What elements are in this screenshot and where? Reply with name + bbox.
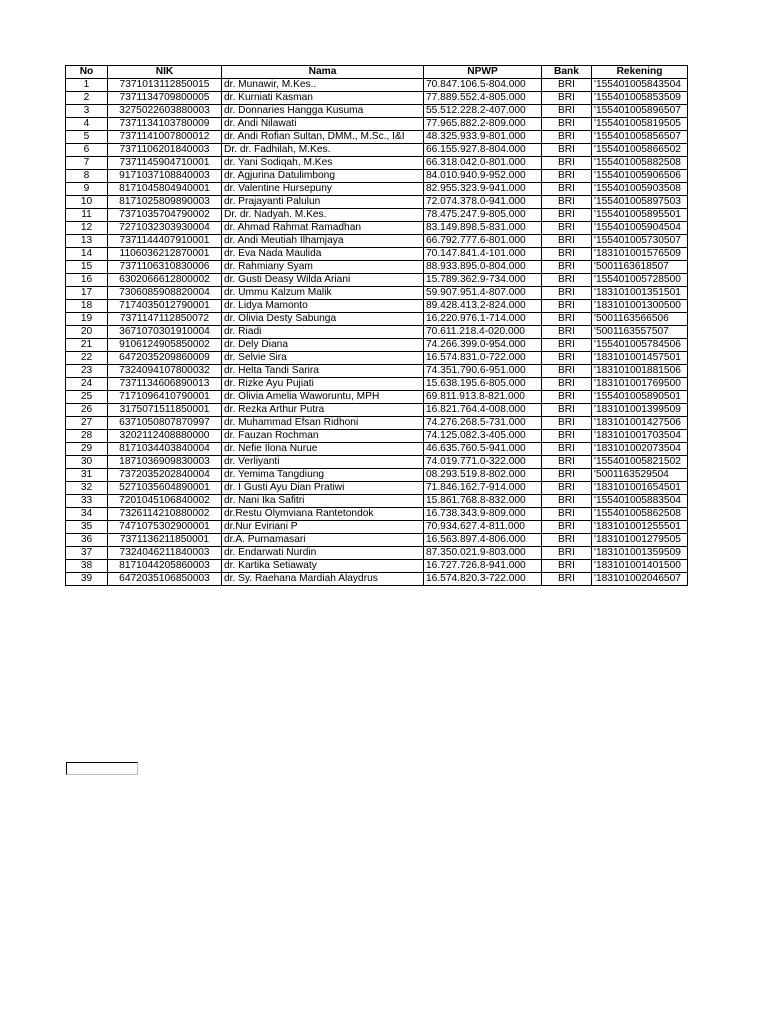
- cell-nik: 7371134606890013: [108, 378, 222, 391]
- cell-no: 22: [66, 352, 108, 365]
- cell-npwp: 66.155.927.8-804.000: [424, 144, 542, 157]
- cell-rekening: '183101001881506: [592, 365, 688, 378]
- table-row: [66, 404, 688, 417]
- cell-bank: BRI: [542, 313, 592, 326]
- cell-nama: dr. Olivia Desty Sabunga: [222, 313, 424, 326]
- cell-bank: BRI: [542, 209, 592, 222]
- cell-nik: 7371145904710001: [108, 157, 222, 170]
- cell-nama: dr. Kartika Setiawaty: [222, 560, 424, 573]
- cell-no: 28: [66, 430, 108, 443]
- table-row: [66, 508, 688, 521]
- cell-rekening: '183101001401500: [592, 560, 688, 573]
- cell-rekening: '155401005821502: [592, 456, 688, 469]
- cell-npwp: 83.149.898.5-831.000: [424, 222, 542, 235]
- cell-nik: 9171037108840003: [108, 170, 222, 183]
- cell-rekening: '183101001279505: [592, 534, 688, 547]
- cell-npwp: 74.266.399.0-954.000: [424, 339, 542, 352]
- cell-bank: BRI: [542, 391, 592, 404]
- cell-rekening: '155401005906506: [592, 170, 688, 183]
- cell-rekening: '155401005882508: [592, 157, 688, 170]
- cell-rekening: '183101001300500: [592, 300, 688, 313]
- table-row: [66, 222, 688, 235]
- cell-rekening: '155401005866502: [592, 144, 688, 157]
- cell-npwp: 15.789.362.9-734.000: [424, 274, 542, 287]
- cell-rekening: '183101001359509: [592, 547, 688, 560]
- cell-nik: 8171025809890003: [108, 196, 222, 209]
- data-table: [65, 65, 688, 586]
- cell-nik: 7371035704790002: [108, 209, 222, 222]
- cell-no: 20: [66, 326, 108, 339]
- cell-nik: 8171044205860003: [108, 560, 222, 573]
- cell-bank: BRI: [542, 469, 592, 482]
- cell-nik: 7371106201840003: [108, 144, 222, 157]
- cell-no: 35: [66, 521, 108, 534]
- cell-rekening: '155401005856507: [592, 131, 688, 144]
- table-row: [66, 274, 688, 287]
- cell-nama: dr. Kurniati Kasman: [222, 92, 424, 105]
- cell-bank: BRI: [542, 183, 592, 196]
- cell-nama: dr. Yemima Tangdiung: [222, 469, 424, 482]
- cell-npwp: 08.293.519.8-802.000: [424, 469, 542, 482]
- table-row: [66, 378, 688, 391]
- cell-nama: dr.Restu Olymviana Rantetondok: [222, 508, 424, 521]
- cell-nama: Dr. dr. Fadhilah, M.Kes.: [222, 144, 424, 157]
- cell-nik: 7271032303930004: [108, 222, 222, 235]
- cell-rekening: '155401005730507: [592, 235, 688, 248]
- cell-npwp: 70.147.841.4-101.000: [424, 248, 542, 261]
- cell-nama: dr. Andi Nilawati: [222, 118, 424, 131]
- cell-rekening: '155401005862508: [592, 508, 688, 521]
- cell-no: 27: [66, 417, 108, 430]
- table-row: [66, 365, 688, 378]
- cell-nama: dr. Valentine Hursepuny: [222, 183, 424, 196]
- cell-npwp: 88.933.895.0-804.000: [424, 261, 542, 274]
- cell-no: 39: [66, 573, 108, 586]
- cell-nik: 7371106310830006: [108, 261, 222, 274]
- cell-no: 10: [66, 196, 108, 209]
- cell-nik: 7371134709800005: [108, 92, 222, 105]
- table-row: [66, 430, 688, 443]
- cell-nik: 3275022603880003: [108, 105, 222, 118]
- cell-nama: dr. Rizke Ayu Pujiati: [222, 378, 424, 391]
- cell-bank: BRI: [542, 131, 592, 144]
- cell-rekening: '183101001399509: [592, 404, 688, 417]
- cell-rekening: '5001163557507: [592, 326, 688, 339]
- cell-nama: dr. Donnaries Hangga Kusuma: [222, 105, 424, 118]
- cell-rekening: '183101002046507: [592, 573, 688, 586]
- cell-rekening: '155401005819505: [592, 118, 688, 131]
- cell-rekening: '5001163618507: [592, 261, 688, 274]
- cell-npwp: 74.351.790.6-951.000: [424, 365, 542, 378]
- header-nik: NIK: [108, 66, 222, 79]
- cell-rekening: '155401005883504: [592, 495, 688, 508]
- cell-nik: 7326114210880002: [108, 508, 222, 521]
- cell-nama: dr. Lidya Mamonto: [222, 300, 424, 313]
- cell-rekening: '155401005896507: [592, 105, 688, 118]
- cell-nik: 8171034403840004: [108, 443, 222, 456]
- cell-no: 5: [66, 131, 108, 144]
- cell-npwp: 74.125.082.3-405.000: [424, 430, 542, 443]
- cell-no: 37: [66, 547, 108, 560]
- cell-no: 25: [66, 391, 108, 404]
- table-row: [66, 495, 688, 508]
- cell-rekening: '155401005843504: [592, 79, 688, 92]
- cell-npwp: 16.220.976.1-714.000: [424, 313, 542, 326]
- cell-bank: BRI: [542, 365, 592, 378]
- cell-no: 18: [66, 300, 108, 313]
- cell-bank: BRI: [542, 79, 592, 92]
- cell-nik: 1106036212870001: [108, 248, 222, 261]
- cell-nama: dr. Eva Nada Maulida: [222, 248, 424, 261]
- cell-rekening: '183101001703504: [592, 430, 688, 443]
- cell-no: 33: [66, 495, 108, 508]
- cell-rekening: '183101002073504: [592, 443, 688, 456]
- cell-npwp: 15.861.768.8-832.000: [424, 495, 542, 508]
- cell-npwp: 69.811.913.8-821.000: [424, 391, 542, 404]
- cell-no: 26: [66, 404, 108, 417]
- table-row: [66, 560, 688, 573]
- table-row: [66, 352, 688, 365]
- cell-npwp: 87.350.021.9-803.000: [424, 547, 542, 560]
- cell-npwp: 78.475.247.9-805.000: [424, 209, 542, 222]
- cell-rekening: '183101001654501: [592, 482, 688, 495]
- cell-no: 9: [66, 183, 108, 196]
- cell-no: 2: [66, 92, 108, 105]
- cell-npwp: 16.563.897.4-806.000: [424, 534, 542, 547]
- cell-nama: dr. Ahmad Rahmat Ramadhan: [222, 222, 424, 235]
- cell-no: 32: [66, 482, 108, 495]
- cell-no: 14: [66, 248, 108, 261]
- cell-rekening: '5001163566506: [592, 313, 688, 326]
- cell-no: 23: [66, 365, 108, 378]
- cell-bank: BRI: [542, 287, 592, 300]
- cell-bank: BRI: [542, 430, 592, 443]
- table-row: [66, 417, 688, 430]
- header-nama: Nama: [222, 66, 424, 79]
- cell-nama: dr. Yani Sodiqah, M.Kes: [222, 157, 424, 170]
- cell-bank: BRI: [542, 417, 592, 430]
- cell-npwp: 66.792.777.6-801.000: [424, 235, 542, 248]
- cell-npwp: 70.611.218.4-020.000: [424, 326, 542, 339]
- cell-nama: dr. Fauzan Rochman: [222, 430, 424, 443]
- cell-bank: BRI: [542, 326, 592, 339]
- cell-nik: 7371136211850001: [108, 534, 222, 547]
- cell-bank: BRI: [542, 105, 592, 118]
- table-row: [66, 547, 688, 560]
- cell-nama: dr. Dely Diana: [222, 339, 424, 352]
- cell-nama: dr. Nani Ika Safitri: [222, 495, 424, 508]
- cell-npwp: 82.955.323.9-941.000: [424, 183, 542, 196]
- cell-nama: dr.A. Purnamasari: [222, 534, 424, 547]
- table-row: [66, 131, 688, 144]
- cell-no: 15: [66, 261, 108, 274]
- cell-nama: dr. Andi Meutiah Ilhamjaya: [222, 235, 424, 248]
- cell-no: 3: [66, 105, 108, 118]
- cell-nik: 9106124905850002: [108, 339, 222, 352]
- cell-bank: BRI: [542, 560, 592, 573]
- cell-no: 21: [66, 339, 108, 352]
- cell-nama: dr. Andi Rofian Sultan, DMM., M.Sc., I&I: [222, 131, 424, 144]
- cell-bank: BRI: [542, 573, 592, 586]
- cell-nik: 5271035604890001: [108, 482, 222, 495]
- cell-nik: 7171096410790001: [108, 391, 222, 404]
- table-row: [66, 300, 688, 313]
- table-row: [66, 456, 688, 469]
- table-row: [66, 326, 688, 339]
- cell-npwp: 71.846.162.7-914.000: [424, 482, 542, 495]
- cell-npwp: 70.847.106.5-804.000: [424, 79, 542, 92]
- cell-rekening: '183101001576509: [592, 248, 688, 261]
- cell-nik: 6302066612800002: [108, 274, 222, 287]
- cell-nama: dr. Sy. Raehana Mardiah Alaydrus: [222, 573, 424, 586]
- cell-nik: 7306085908820004: [108, 287, 222, 300]
- cell-npwp: 16.574.831.0-722.000: [424, 352, 542, 365]
- table-row: [66, 170, 688, 183]
- cell-npwp: 59.907.951.4-807.000: [424, 287, 542, 300]
- cell-no: 31: [66, 469, 108, 482]
- cell-bank: BRI: [542, 235, 592, 248]
- cell-bank: BRI: [542, 248, 592, 261]
- cell-nik: 7324094107800032: [108, 365, 222, 378]
- cell-no: 4: [66, 118, 108, 131]
- cell-bank: BRI: [542, 495, 592, 508]
- cell-no: 16: [66, 274, 108, 287]
- cell-nama: dr.Nur Eviriani P: [222, 521, 424, 534]
- table-row: [66, 339, 688, 352]
- cell-npwp: 89.428.413.2-824.000: [424, 300, 542, 313]
- cell-no: 13: [66, 235, 108, 248]
- cell-no: 38: [66, 560, 108, 573]
- cell-npwp: 74.276.268.5-731.000: [424, 417, 542, 430]
- cell-nama: dr. Muhammad Efsan Ridhoni: [222, 417, 424, 430]
- cell-no: 17: [66, 287, 108, 300]
- cell-nama: dr. Riadi: [222, 326, 424, 339]
- cell-rekening: '5001163529504: [592, 469, 688, 482]
- cell-nik: 3671070301910004: [108, 326, 222, 339]
- cell-bank: BRI: [542, 196, 592, 209]
- cell-no: 12: [66, 222, 108, 235]
- cell-npwp: 72.074.378.0-941.000: [424, 196, 542, 209]
- cell-nik: 7371141007800012: [108, 131, 222, 144]
- cell-nama: dr. Gusti Deasy Wilda Ariani: [222, 274, 424, 287]
- cell-nik: 7371134103780009: [108, 118, 222, 131]
- cell-nik: 3175071511850001: [108, 404, 222, 417]
- cell-nama: dr. Helta Tandi Sarira: [222, 365, 424, 378]
- cell-nik: 7371147112850072: [108, 313, 222, 326]
- cell-nik: 7371013112850015: [108, 79, 222, 92]
- table-row: [66, 469, 688, 482]
- cell-nik: 8171045804940001: [108, 183, 222, 196]
- cell-bank: BRI: [542, 222, 592, 235]
- header-no: No: [66, 66, 108, 79]
- table-row: [66, 209, 688, 222]
- header-row: [66, 66, 688, 79]
- cell-no: 8: [66, 170, 108, 183]
- cell-bank: BRI: [542, 508, 592, 521]
- cell-nama: dr. Agjurina Datulimbong: [222, 170, 424, 183]
- cell-nik: 7201045106840002: [108, 495, 222, 508]
- cell-bank: BRI: [542, 547, 592, 560]
- cell-npwp: 74.019.771.0-322.000: [424, 456, 542, 469]
- table-row: [66, 534, 688, 547]
- cell-nik: 7371144407910001: [108, 235, 222, 248]
- cell-no: 34: [66, 508, 108, 521]
- table-row: [66, 235, 688, 248]
- cell-nik: 7324046211840003: [108, 547, 222, 560]
- cell-bank: BRI: [542, 443, 592, 456]
- table-row: [66, 105, 688, 118]
- table-row: [66, 573, 688, 586]
- cell-npwp: 77.965.882.2-809.000: [424, 118, 542, 131]
- cell-npwp: 84.010.940.9-952.000: [424, 170, 542, 183]
- cell-npwp: 16.821.764.4-008.000: [424, 404, 542, 417]
- cell-bank: BRI: [542, 482, 592, 495]
- cell-nik: 6472035106850003: [108, 573, 222, 586]
- cell-nik: 1871036909830003: [108, 456, 222, 469]
- cell-nama: dr. I Gusti Ayu Dian Pratiwi: [222, 482, 424, 495]
- table-row: [66, 92, 688, 105]
- cell-rekening: '155401005890501: [592, 391, 688, 404]
- table-row: [66, 248, 688, 261]
- cell-npwp: 70.934.627.4-811.000: [424, 521, 542, 534]
- cell-rekening: '183101001769500: [592, 378, 688, 391]
- cell-no: 29: [66, 443, 108, 456]
- table-row: [66, 183, 688, 196]
- cell-bank: BRI: [542, 170, 592, 183]
- table-row: [66, 118, 688, 131]
- cell-bank: BRI: [542, 456, 592, 469]
- cell-nama: dr. Rahmiany Syam: [222, 261, 424, 274]
- cell-no: 11: [66, 209, 108, 222]
- cell-nama: dr. Verliyanti: [222, 456, 424, 469]
- cell-rekening: '155401005897503: [592, 196, 688, 209]
- cell-bank: BRI: [542, 404, 592, 417]
- cell-bank: BRI: [542, 118, 592, 131]
- cell-nik: 6472035209860009: [108, 352, 222, 365]
- cell-nik: 7372035202840004: [108, 469, 222, 482]
- table-row: [66, 144, 688, 157]
- cell-bank: BRI: [542, 157, 592, 170]
- cell-nik: 6371050807870997: [108, 417, 222, 430]
- table-row: [66, 196, 688, 209]
- cell-bank: BRI: [542, 300, 592, 313]
- cell-rekening: '183101001255501: [592, 521, 688, 534]
- cell-nama: dr. Rezka Arthur Putra: [222, 404, 424, 417]
- cell-npwp: 16.738.343.9-809.000: [424, 508, 542, 521]
- empty-cell-box: [66, 762, 138, 775]
- cell-bank: BRI: [542, 274, 592, 287]
- cell-npwp: 48.325.933.9-801.000: [424, 131, 542, 144]
- cell-rekening: '155401005895501: [592, 209, 688, 222]
- cell-rekening: '155401005784506: [592, 339, 688, 352]
- cell-nama: dr. Ummu Kalzum Malik: [222, 287, 424, 300]
- cell-rekening: '183101001457501: [592, 352, 688, 365]
- cell-nama: dr. Prajayanti Palulun: [222, 196, 424, 209]
- cell-npwp: 15.638.195.6-805.000: [424, 378, 542, 391]
- table-row: [66, 261, 688, 274]
- cell-nama: dr. Olivia Amelia Waworuntu, MPH: [222, 391, 424, 404]
- cell-no: 1: [66, 79, 108, 92]
- cell-no: 19: [66, 313, 108, 326]
- cell-nama: Dr. dr. Nadyah. M.Kes.: [222, 209, 424, 222]
- cell-npwp: 77.889.552.4-805.000: [424, 92, 542, 105]
- table-row: [66, 79, 688, 92]
- cell-npwp: 55.512.228.2-407.000: [424, 105, 542, 118]
- cell-nama: dr. Munawir, M.Kes..: [222, 79, 424, 92]
- cell-rekening: '155401005853509: [592, 92, 688, 105]
- cell-bank: BRI: [542, 339, 592, 352]
- table-row: [66, 313, 688, 326]
- cell-rekening: '155401005903508: [592, 183, 688, 196]
- cell-rekening: '155401005728500: [592, 274, 688, 287]
- cell-npwp: 66.318.042.0-801.000: [424, 157, 542, 170]
- cell-nama: dr. Endarwati Nurdin: [222, 547, 424, 560]
- table-row: [66, 521, 688, 534]
- table-row: [66, 482, 688, 495]
- table-row: [66, 391, 688, 404]
- header-npwp: NPWP: [424, 66, 542, 79]
- cell-nik: 7471075302900001: [108, 521, 222, 534]
- cell-no: 6: [66, 144, 108, 157]
- table-row: [66, 157, 688, 170]
- cell-bank: BRI: [542, 92, 592, 105]
- cell-nama: dr. Selvie Sira: [222, 352, 424, 365]
- table-row: [66, 443, 688, 456]
- cell-bank: BRI: [542, 534, 592, 547]
- cell-no: 30: [66, 456, 108, 469]
- cell-rekening: '183101001427506: [592, 417, 688, 430]
- table-row: [66, 287, 688, 300]
- cell-bank: BRI: [542, 521, 592, 534]
- cell-bank: BRI: [542, 144, 592, 157]
- cell-nama: dr. Nefie Ilona Nurue: [222, 443, 424, 456]
- header-bank: Bank: [542, 66, 592, 79]
- header-rekening: Rekening: [592, 66, 688, 79]
- cell-no: 24: [66, 378, 108, 391]
- cell-rekening: '183101001351501: [592, 287, 688, 300]
- cell-npwp: 46.635.760.5-941.000: [424, 443, 542, 456]
- cell-bank: BRI: [542, 378, 592, 391]
- cell-nik: 3202112408880000: [108, 430, 222, 443]
- cell-npwp: 16.727.726.8-941.000: [424, 560, 542, 573]
- cell-no: 7: [66, 157, 108, 170]
- cell-nik: 7174035012790001: [108, 300, 222, 313]
- cell-rekening: '155401005904504: [592, 222, 688, 235]
- cell-bank: BRI: [542, 261, 592, 274]
- cell-bank: BRI: [542, 352, 592, 365]
- cell-npwp: 16.574.820.3-722.000: [424, 573, 542, 586]
- cell-no: 36: [66, 534, 108, 547]
